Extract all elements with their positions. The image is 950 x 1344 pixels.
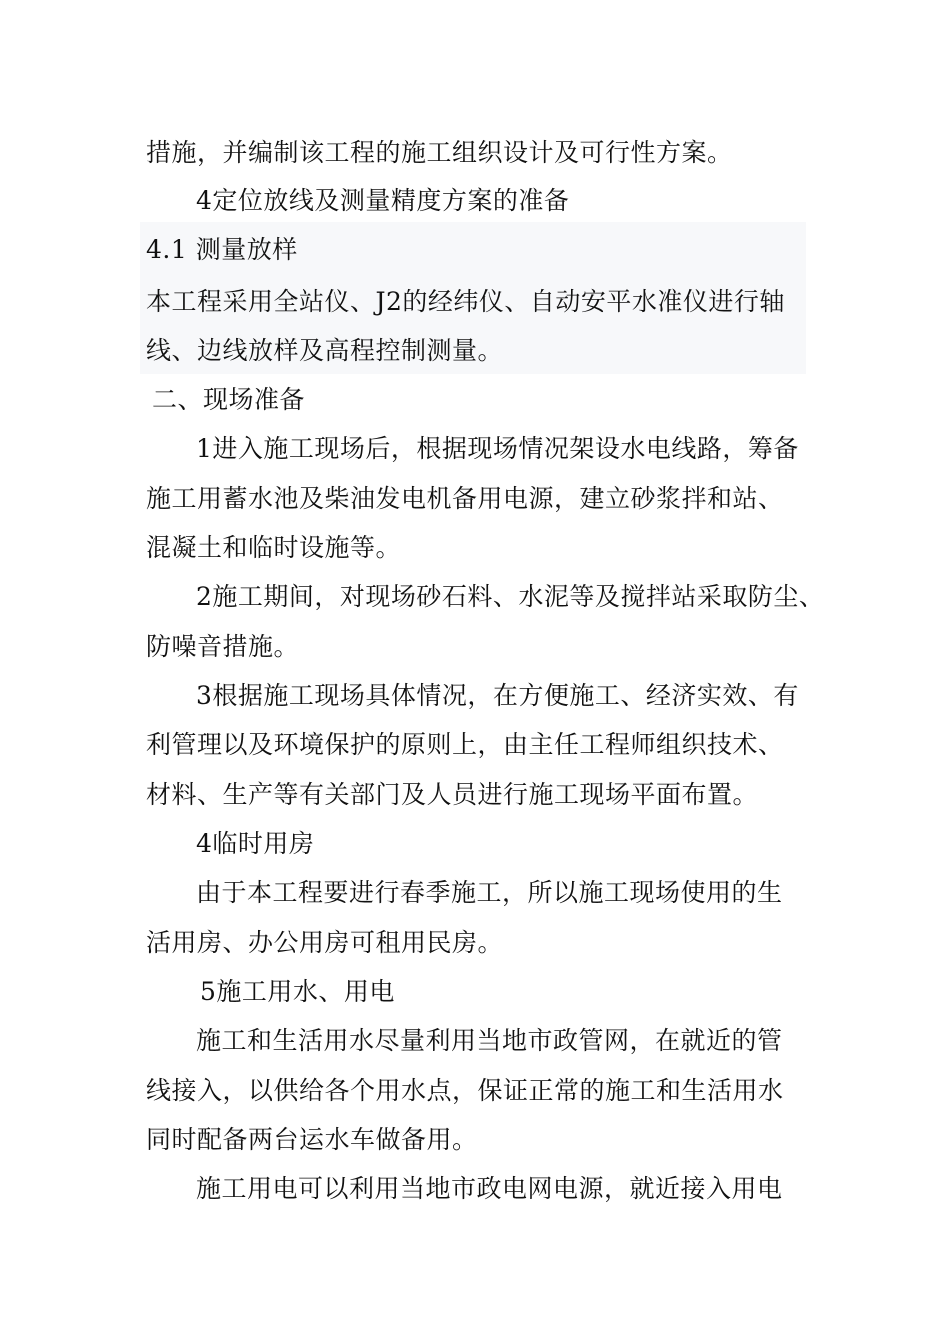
text-line: 利管理以及环境保护的原则上，由主任工程师组织技术、	[146, 730, 784, 759]
section-heading: 4定位放线及测量精度方案的准备	[196, 186, 570, 215]
text-line: 防噪音措施。	[146, 632, 300, 661]
section-heading: 二、现场准备	[152, 385, 306, 414]
text-line: 线接入，以供给各个用水点，保证正常的施工和生活用水	[146, 1076, 784, 1105]
text-line: 同时配备两台运水车做备用。	[146, 1125, 478, 1154]
text-line: 2施工期间，对现场砂石料、水泥等及搅拌站采取防尘、	[196, 582, 825, 611]
text-line: 1进入施工现场后，根据现场情况架设水电线路，筹备	[196, 434, 799, 463]
section-heading: 5施工用水、用电	[200, 977, 395, 1006]
text-line: 施工用电可以利用当地市政电网电源，就近接入用电	[196, 1174, 783, 1203]
text-line: 材料、生产等有关部门及人员进行施工现场平面布置。	[146, 780, 759, 809]
text-line: 施工和生活用水尽量利用当地市政管网，在就近的管	[196, 1026, 783, 1055]
text-line: 活用房、办公用房可租用民房。	[146, 928, 504, 957]
text-line: 线、边线放样及高程控制测量。	[146, 336, 504, 365]
text-line: 本工程采用全站仪、J2的经纬仪、自动安平水准仪进行轴	[146, 287, 785, 316]
text-line: 由于本工程要进行春季施工，所以施工现场使用的生	[196, 878, 783, 907]
text-line: 混凝土和临时设施等。	[146, 533, 402, 562]
subsection-heading: 4.1 测量放样	[146, 235, 298, 264]
section-heading: 4临时用房	[196, 829, 315, 858]
text-line: 施工用蓄水池及柴油发电机备用电源，建立砂浆拌和站、	[146, 484, 784, 513]
text-line: 3根据施工现场具体情况，在方便施工、经济实效、有	[196, 681, 799, 710]
text-line: 措施，并编制该工程的施工组织设计及可行性方案。	[146, 138, 733, 167]
